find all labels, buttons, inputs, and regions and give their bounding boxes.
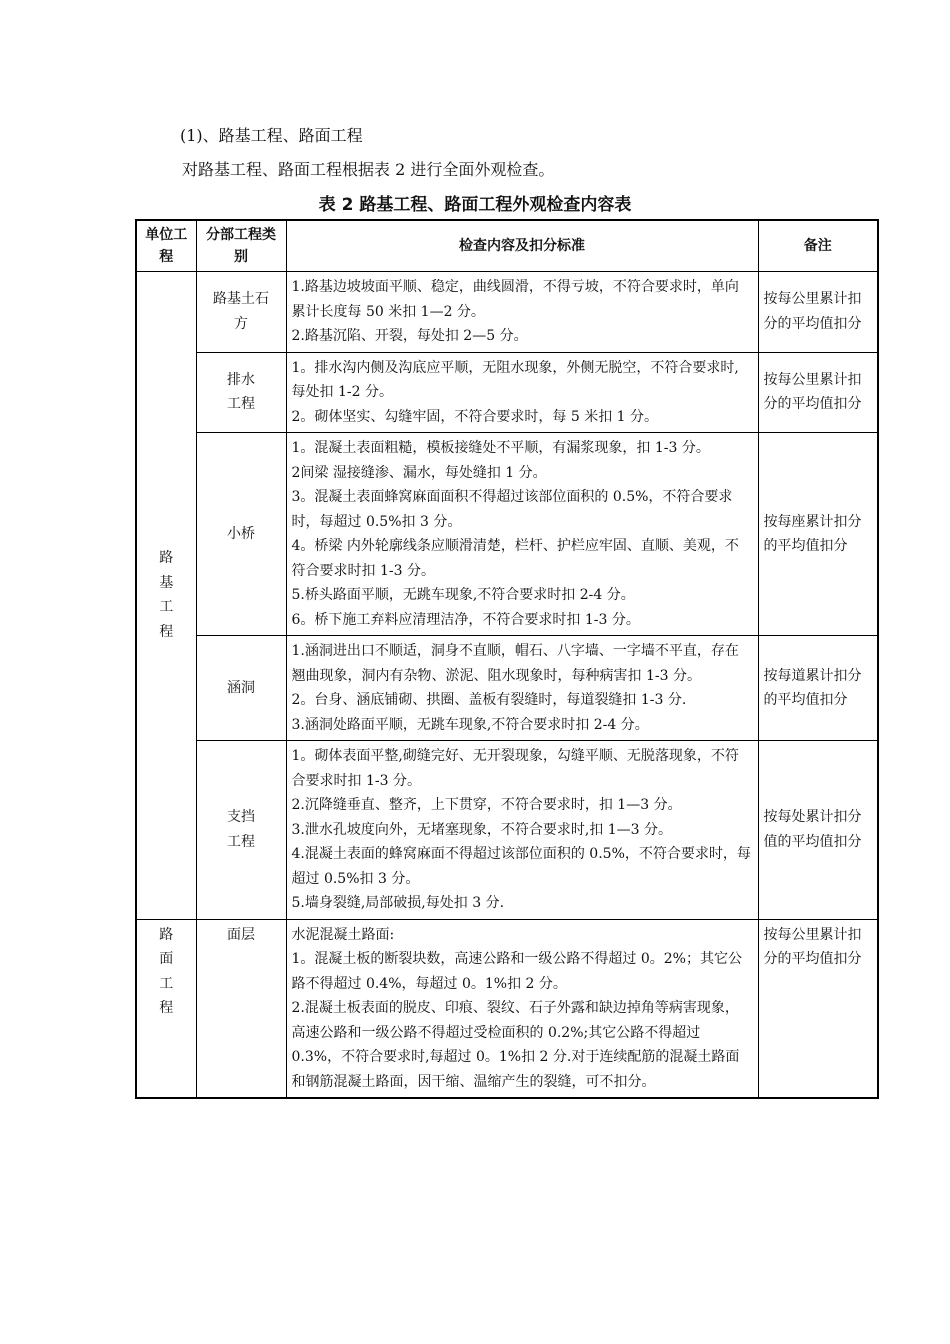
content-line: 2间梁 湿接缝渗、漏水，每处缝扣 1 分。 bbox=[291, 464, 547, 481]
table-row bbox=[136, 919, 878, 1098]
table-row bbox=[136, 352, 878, 433]
category-cell: 支挡工程 bbox=[196, 741, 286, 920]
content-line: 5.桥头路面平顺，无跳车现象,不符合要求时扣 2-4 分。 bbox=[291, 587, 635, 603]
content-line: 6。桥下施工弃料应清理洁净，不符合要求时扣 1-3 分。 bbox=[291, 611, 640, 628]
content-line: 3.涵洞处路面平顺，无跳车现象,不符合要求时扣 2-4 分。 bbox=[291, 716, 649, 733]
content-line: 1。排水沟内侧及沟底应平顺，无阻水现象，外侧无脱空，不符合要求时,每处扣 1-2 分。 bbox=[291, 359, 739, 400]
content-cell bbox=[286, 272, 758, 353]
category-cell: 排水工程 bbox=[196, 352, 286, 433]
content-cell bbox=[286, 433, 758, 636]
unit-cell-pavement bbox=[136, 919, 196, 1098]
content-line: 1.涵洞进出口不顺适，洞身不直顺，帽石、八字墙、一字墙不平直，存在翘曲现象，洞内有杂物、淤泥、阻水现象时，每种病害扣 1-3 分。 bbox=[291, 643, 739, 684]
content-line: 2.混凝土板表面的脱皮、印痕、裂纹、石子外露和缺边掉角等病害现象，高速公路和一级公路不得超过受检面积的 0.2%;其它公路不得超过 0.3%，不符合要求时,每超过 0。1%扣 2 分.对于连续配筋的混凝土路面和钢筋混凝土路面，因干缩、温缩产生的裂缝，可不扣分。 bbox=[291, 1000, 740, 1090]
table-row bbox=[136, 272, 878, 353]
content-line: 1。混凝土表面粗糙，模板接缝处不平顺，有漏浆现象，扣 1-3 分。 bbox=[291, 440, 710, 456]
content-cell bbox=[286, 352, 758, 433]
category-cell: 小桥 bbox=[196, 433, 286, 636]
intro-paragraph: 对路基工程、路面工程根据表 2 进行全面外观检查。 bbox=[182, 160, 555, 179]
note-cell: 按每处累计扣分值的平均值扣分 bbox=[758, 741, 878, 920]
header-unit: 单位工程 bbox=[136, 220, 196, 272]
note-cell: 按每公里累计扣分的平均值扣分 bbox=[758, 919, 878, 1098]
content-cell bbox=[286, 919, 758, 1098]
content-line: 4.混凝土表面的蜂窝麻面不得超过该部位面积的 0.5%，不符合要求时，每超过 0.5%扣 3 分。 bbox=[291, 846, 751, 887]
content-line: 1。砌体表面平整,砌缝完好、无开裂现象，勾缝平顺、无脱落现象，不符合要求时扣 1-3 分。 bbox=[291, 748, 739, 789]
category-cell: 路基土石方 bbox=[196, 272, 286, 353]
unit-label: 路面工程 bbox=[159, 926, 174, 1016]
table-header-row bbox=[136, 220, 878, 272]
category-cell: 涵洞 bbox=[196, 636, 286, 741]
unit-cell-roadbed bbox=[136, 272, 196, 920]
note-cell: 按每道累计扣分的平均值扣分 bbox=[758, 636, 878, 741]
content-line: 1.路基边坡坡面平顺、稳定，曲线圆滑，不得亏坡，不符合要求时，单向累计长度每 50 米扣 1—2 分。 bbox=[291, 279, 739, 320]
header-category: 分部工程类别 bbox=[196, 220, 286, 272]
content-line: 3。混凝土表面蜂窝麻面面积不得超过该部位面积的 0.5%，不符合要求时，每超过 0.5%扣 3 分。 bbox=[291, 489, 733, 530]
content-cell bbox=[286, 741, 758, 920]
content-line: 2。砌体坚实、勾缝牢固，不符合要求时，每 5 米扣 1 分。 bbox=[291, 408, 659, 425]
header-note: 备注 bbox=[758, 220, 878, 272]
content-line: 2。台身、涵底铺砌、拱圈、盖板有裂缝时，每道裂缝扣 1-3 分. bbox=[291, 692, 687, 708]
content-line: 4。桥梁 内外轮廓线条应顺滑清楚，栏杆、护栏应牢固、直顺、美观，不符合要求时扣 1-3 分。 bbox=[291, 538, 739, 579]
content-line: 3.泄水孔坡度向外，无堵塞现象，不符合要求时,扣 1—3 分。 bbox=[291, 821, 673, 838]
section-heading: (1)、路基工程、路面工程 bbox=[180, 126, 363, 145]
content-line: 5.墙身裂缝,局部破损,每处扣 3 分. bbox=[291, 895, 505, 911]
table-caption: 表 2 路基工程、路面工程外观检查内容表 bbox=[318, 195, 632, 215]
table-row bbox=[136, 433, 878, 636]
header-content: 检查内容及扣分标准 bbox=[286, 220, 758, 272]
category-cell: 面层 bbox=[196, 919, 286, 1098]
content-line: 2.沉降缝垂直、整齐，上下贯穿，不符合要求时，扣 1—3 分。 bbox=[291, 797, 682, 813]
note-cell: 按每公里累计扣分的平均值扣分 bbox=[758, 272, 878, 353]
content-cell bbox=[286, 636, 758, 741]
content-line: 1。混凝土板的断裂块数，高速公路和一级公路不得超过 0。2%；其它公路不得超过 0.4%，每超过 0。1%扣 2 分。 bbox=[291, 951, 742, 992]
unit-label: 路基工程 bbox=[159, 550, 174, 640]
table-row bbox=[136, 636, 878, 741]
table-row bbox=[136, 741, 878, 920]
content-line: 2.路基沉陷、开裂，每处扣 2—5 分。 bbox=[291, 328, 528, 344]
inspection-table bbox=[135, 219, 879, 1099]
note-cell: 按每座累计扣分的平均值扣分 bbox=[758, 433, 878, 636]
note-cell: 按每公里累计扣分的平均值扣分 bbox=[758, 352, 878, 433]
content-line: 水泥混凝土路面: bbox=[291, 926, 395, 943]
